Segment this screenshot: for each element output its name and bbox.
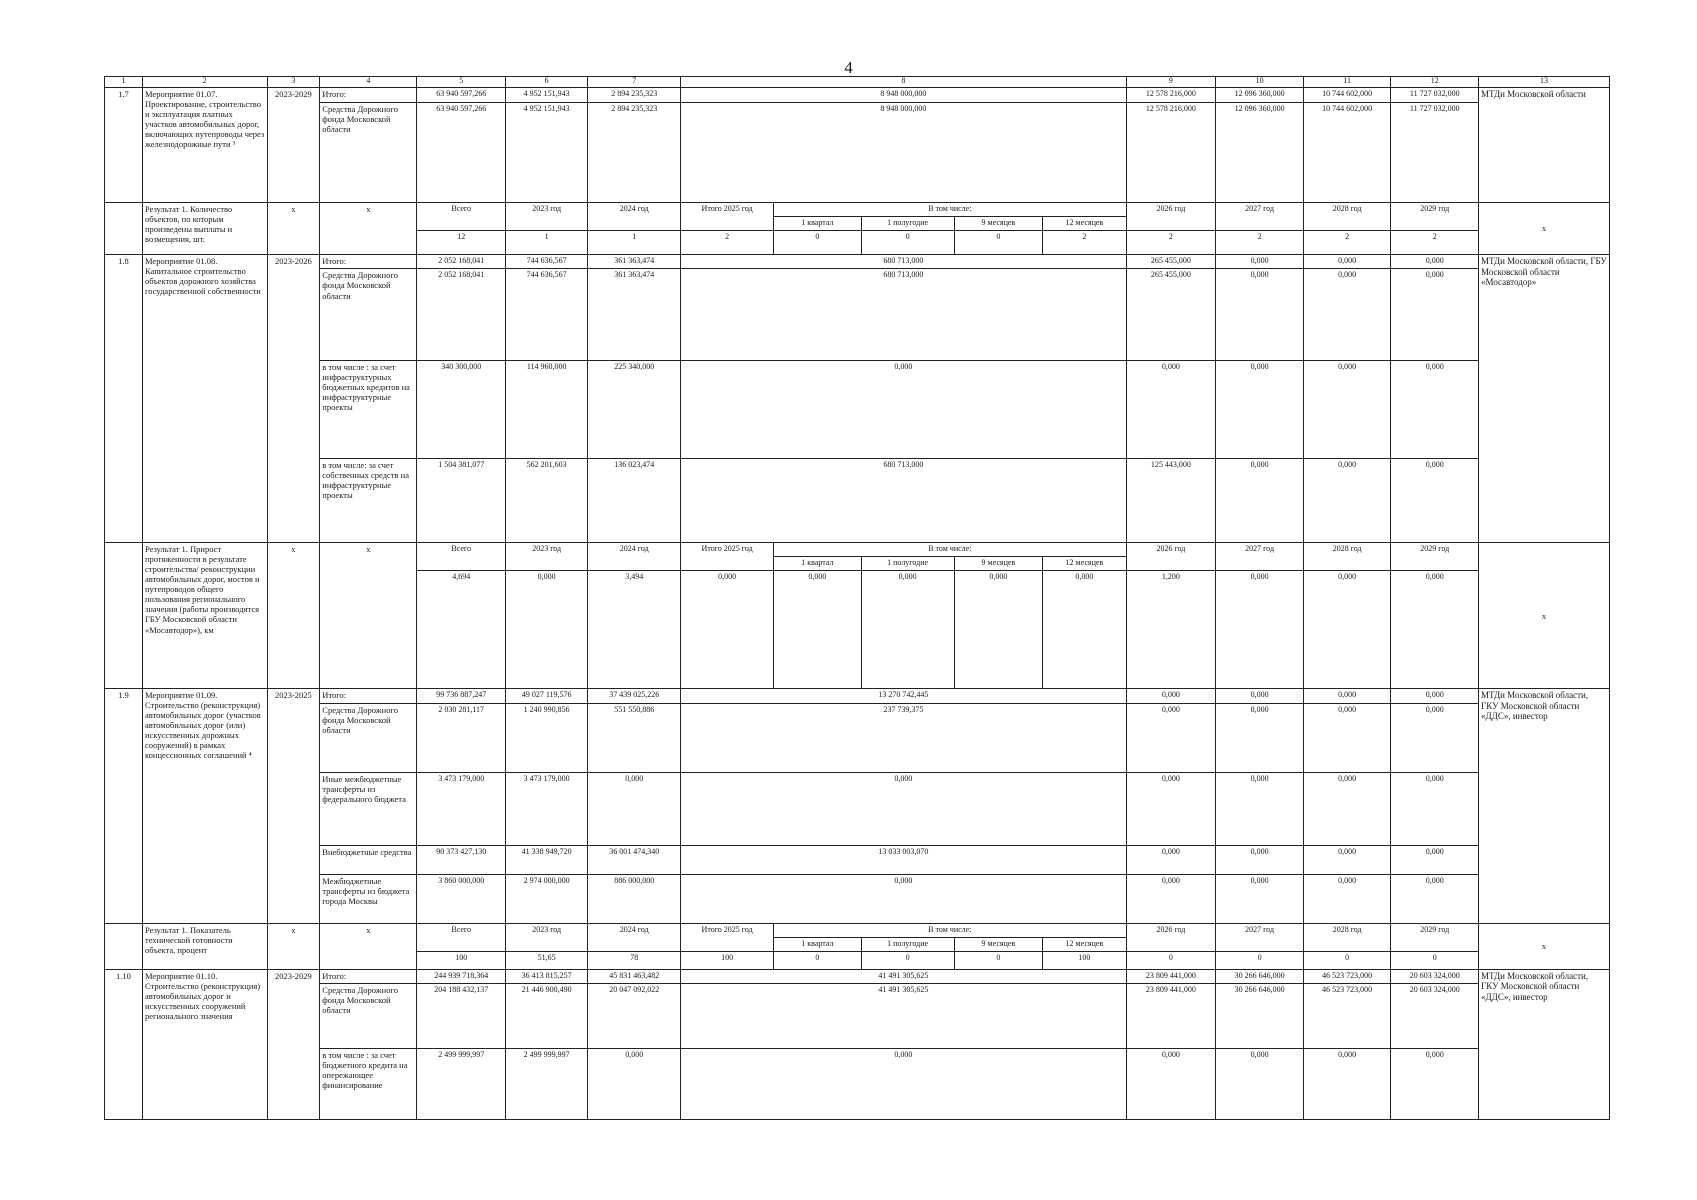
result-value: 0 [1216,951,1304,969]
result-value: 2 [1043,230,1126,254]
row-number: 1.8 [105,254,143,542]
value-cell: 562 201,603 [506,458,588,543]
header-cell: 11 [1303,77,1391,88]
result-value: 51,65 [506,951,588,969]
value-cell: 0,000 [1391,703,1479,772]
quarter-header: 1 полугодие [861,937,954,951]
row-number: 1.7 [105,88,143,203]
table-row [105,703,1610,772]
result-value: 4,694 [417,571,506,689]
x-mark: x [1479,924,1610,970]
value-cell: 244 939 718,364 [417,969,506,983]
value-cell: 2 052 168,041 [417,254,506,268]
value-cell: 45 831 463,482 [588,969,681,983]
value-cell: 49 027 119,576 [506,689,588,703]
year-header: Итого 2025 год [681,924,774,952]
value-cell: 0,000 [681,360,1126,458]
year-header: 2024 год [588,543,681,571]
value-cell: 0,000 [1216,458,1304,543]
year-header: Итого 2025 год [681,202,774,230]
quarter-header: 1 полугодие [861,557,954,571]
value-cell: 41 491 305,625 [681,969,1126,983]
year-header: 2028 год [1303,924,1391,952]
value-cell: 37 439 025,226 [588,689,681,703]
header-cell: 5 [417,77,506,88]
header-cell: 8 [681,77,1126,88]
quarter-header: 12 месяцев [1043,557,1126,571]
value-cell: 23 809 441,000 [1126,983,1216,1048]
measure-name: Мероприятие 01.07. Проектирование, строительство и эксплуатация платных участков автомобильных дорог, включающих путепроводы через железнодорожные пути ³ [142,88,267,203]
value-cell: 1 504 381,077 [417,458,506,543]
result-name: Результат 1. Прирост протяженности в результате строительства/ реконструкции автомобильных дорог, мостов и путепроводов общего пользования регионального значения (работы производятся ГБУ Московской области «Мосавтодор»), км [142,543,267,689]
value-cell: 0,000 [588,772,681,845]
table-row [105,1048,1610,1119]
value-cell: 0,000 [1216,360,1304,458]
result-value: 0,000 [506,571,588,689]
source-label: Итого: [320,689,417,703]
result-name: Результат 1. Показатель технической готовности объекта, процент [142,924,267,970]
value-cell: 0,000 [1391,846,1479,875]
table-row [105,689,1610,703]
result-value: 0 [1126,951,1216,969]
header-cell: 10 [1216,77,1304,88]
value-cell: 680 713,000 [681,458,1126,543]
value-cell: 0,000 [1126,360,1216,458]
result-value: 100 [417,951,506,969]
value-cell: 0,000 [1303,254,1391,268]
source-label: Итого: [320,88,417,102]
value-cell: 4 952 151,943 [506,88,588,102]
result-value: 100 [1043,951,1126,969]
header-cell: 2 [142,77,267,88]
value-cell: 0,000 [1391,772,1479,845]
year-header: 2026 год [1126,543,1216,571]
value-cell: 0,000 [1216,1048,1304,1119]
value-cell: 0,000 [1303,875,1391,924]
value-cell: 204 188 432,137 [417,983,506,1048]
source-label: Внебюджетные средства [320,846,417,875]
year-header: 2029 год [1391,202,1479,230]
value-cell: 0,000 [1391,689,1479,703]
year-header: 2023 год [506,543,588,571]
value-cell: 2 974 000,000 [506,875,588,924]
table-row [105,983,1610,1048]
value-cell: 0,000 [681,1048,1126,1119]
executor: МТДи Московской области [1479,88,1610,203]
value-cell: 0,000 [1391,360,1479,458]
period: 2023-2026 [267,254,320,542]
value-cell: 23 809 441,000 [1126,969,1216,983]
value-cell: 0,000 [1216,703,1304,772]
quarter-header: 1 полугодие [861,216,954,230]
value-cell: 21 446 900,490 [506,983,588,1048]
value-cell: 63 940 597,266 [417,88,506,102]
x-mark: x [267,924,320,970]
value-cell: 0,000 [1126,689,1216,703]
result-value: 2 [681,230,774,254]
row-number: 1.9 [105,689,143,924]
result-value: 78 [588,951,681,969]
value-cell: 0,000 [1126,772,1216,845]
year-header: 2029 год [1391,924,1479,952]
value-cell: 0,000 [681,772,1126,845]
header-row [105,77,1610,88]
year-header: Всего [417,543,506,571]
year-header: 2029 год [1391,543,1479,571]
value-cell: 2 894 235,323 [588,88,681,102]
source-label: Средства Дорожного фонда Московской области [320,269,417,360]
value-cell: 10 744 602,000 [1303,88,1391,102]
result-value: 0 [774,951,862,969]
result-value: 2 [1303,230,1391,254]
value-cell: 551 550,886 [588,703,681,772]
value-cell: 90 373 427,130 [417,846,506,875]
quarter-header: 1 квартал [774,557,862,571]
value-cell: 20 603 324,000 [1391,983,1479,1048]
value-cell: 0,000 [1126,703,1216,772]
value-cell: 0,000 [1216,254,1304,268]
quarter-header: 12 месяцев [1043,937,1126,951]
result-value: 0 [861,951,954,969]
year-header: 2024 год [588,924,681,952]
quarter-header: 9 месяцев [954,216,1043,230]
value-cell: 2 499 999,997 [417,1048,506,1119]
x-mark: x [267,202,320,254]
value-cell: 2 052 168,041 [417,269,506,360]
year-header: Итого 2025 год [681,543,774,571]
header-cell: 12 [1391,77,1479,88]
value-cell: 41 338 949,720 [506,846,588,875]
result-value: 2 [1126,230,1216,254]
value-cell: 0,000 [1303,1048,1391,1119]
value-cell: 0,000 [681,875,1126,924]
year-header: 2028 год [1303,202,1391,230]
header-cell: 3 [267,77,320,88]
source-label: Итого: [320,969,417,983]
year-header: Всего [417,924,506,952]
measure-name: Мероприятие 01.08. Капитальное строительство объектов дорожного хозяйства государственной собственности [142,254,267,542]
source-label: Средства Дорожного фонда Московской области [320,703,417,772]
value-cell: 36 001 474,340 [588,846,681,875]
row-number: 1.10 [105,969,143,1120]
x-mark: x [320,202,417,254]
table-row [105,846,1610,875]
value-cell: 0,000 [1216,846,1304,875]
value-cell: 8 948 000,000 [681,88,1126,102]
result-value: 0 [954,230,1043,254]
year-header: 2027 год [1216,202,1304,230]
table-row [105,360,1610,458]
value-cell: 12 096 360,000 [1216,102,1304,202]
x-mark: x [320,924,417,970]
value-cell: 20 047 092,022 [588,983,681,1048]
value-cell: 0,000 [1391,1048,1479,1119]
value-cell: 886 000,000 [588,875,681,924]
table-row [105,969,1610,983]
value-cell: 99 736 887,247 [417,689,506,703]
value-cell: 114 960,000 [506,360,588,458]
header-cell: 7 [588,77,681,88]
in-total-header: В том числе: [774,924,1126,938]
measure-name: Мероприятие 01.10. Строительство (реконструкция) автомобильных дорог и искусственных сооружений регионального значения [142,969,267,1120]
result-value: 1 [588,230,681,254]
quarter-header: 12 месяцев [1043,216,1126,230]
value-cell: 41 491 305,625 [681,983,1126,1048]
header-cell: 6 [506,77,588,88]
table-row [105,254,1610,268]
value-cell: 8 948 000,000 [681,102,1126,202]
value-cell: 265 455,000 [1126,254,1216,268]
header-cell: 1 [105,77,143,88]
value-cell: 0,000 [1216,772,1304,845]
value-cell: 3 473 179,000 [417,772,506,845]
year-header: 2024 год [588,202,681,230]
year-header: 2026 год [1126,202,1216,230]
value-cell: 12 096 360,000 [1216,88,1304,102]
source-label: Иные межбюджетные трансферты из федерального бюджета [320,772,417,845]
value-cell: 0,000 [1303,458,1391,543]
result-value: 0,000 [681,571,774,689]
year-header: 2023 год [506,202,588,230]
table-row [105,772,1610,845]
value-cell: 340 300,000 [417,360,506,458]
table-row [105,875,1610,924]
source-label: Итого: [320,254,417,268]
result-value: 2 [1216,230,1304,254]
source-label: Межбюджетные трансферты из бюджета города Москвы [320,875,417,924]
table-row [105,543,1610,557]
result-value: 0,000 [1043,571,1126,689]
value-cell: 46 523 723,000 [1303,969,1391,983]
table-row [105,102,1610,202]
result-value: 0,000 [861,571,954,689]
quarter-header: 9 месяцев [954,557,1043,571]
value-cell: 680 713,000 [681,269,1126,360]
table-row [105,202,1610,216]
executor: МТДи Московской области, ГКУ Московской области «ДДС», инвестор [1479,969,1610,1120]
value-cell: 0,000 [1216,269,1304,360]
x-mark: x [320,543,417,689]
source-label: Средства Дорожного фонда Московской области [320,983,417,1048]
value-cell: 680 713,000 [681,254,1126,268]
value-cell: 0,000 [1391,269,1479,360]
year-header: Всего [417,202,506,230]
value-cell: 0,000 [1391,875,1479,924]
value-cell: 12 578 216,000 [1126,102,1216,202]
value-cell: 0,000 [1126,846,1216,875]
result-value: 0 [1303,951,1391,969]
year-header: 2027 год [1216,924,1304,952]
x-mark: x [1479,202,1610,254]
value-cell: 2 030 281,117 [417,703,506,772]
value-cell: 30 266 646,000 [1216,969,1304,983]
value-cell: 10 744 602,000 [1303,102,1391,202]
result-value: 1,200 [1126,571,1216,689]
result-value: 0 [861,230,954,254]
value-cell: 265 455,000 [1126,269,1216,360]
year-header: 2023 год [506,924,588,952]
in-total-header: В том числе: [774,202,1126,216]
result-value: 100 [681,951,774,969]
result-value: 0 [954,951,1043,969]
header-cell: 4 [320,77,417,88]
header-cell: 9 [1126,77,1216,88]
table-row [105,269,1610,360]
executor: МТДи Московской области, ГБУ Московской области «Мосавтодор» [1479,254,1610,542]
value-cell: 13 033 003,070 [681,846,1126,875]
result-value: 3,494 [588,571,681,689]
value-cell: 0,000 [1303,703,1391,772]
quarter-header: 1 квартал [774,216,862,230]
table-row [105,88,1610,102]
value-cell: 1 240 990,856 [506,703,588,772]
source-label: в том числе : за счет инфраструктурных бюджетных кредитов на инфраструктурные проекты [320,360,417,458]
source-label: в том числе: за счет собственных средств на инфраструктурные проекты [320,458,417,543]
value-cell: 0,000 [1303,846,1391,875]
result-value: 0,000 [1303,571,1391,689]
budget-table-sheet [104,76,1610,1120]
value-cell: 744 636,567 [506,269,588,360]
result-name: Результат 1. Количество объектов, по которым произведены выплаты и возмещения, шт. [142,202,267,254]
value-cell: 0,000 [1391,254,1479,268]
year-header: 2027 год [1216,543,1304,571]
result-value: 0,000 [954,571,1043,689]
result-value: 0 [1391,951,1479,969]
value-cell: 11 727 032,000 [1391,102,1479,202]
value-cell: 237 739,375 [681,703,1126,772]
budget-table [104,76,1610,1120]
x-mark: x [1479,543,1610,689]
period: 2023-2029 [267,969,320,1120]
result-value: 1 [506,230,588,254]
page-number: 4 [844,58,853,77]
year-header: 2028 год [1303,543,1391,571]
value-cell: 3 473 179,000 [506,772,588,845]
value-cell: 36 413 815,257 [506,969,588,983]
value-cell: 0,000 [1216,875,1304,924]
table-row [105,458,1610,543]
year-header: 2026 год [1126,924,1216,952]
result-value: 12 [417,230,506,254]
value-cell: 125 443,000 [1126,458,1216,543]
value-cell: 225 340,000 [588,360,681,458]
value-cell: 12 578 216,000 [1126,88,1216,102]
result-value: 0 [774,230,862,254]
value-cell: 744 636,567 [506,254,588,268]
value-cell: 11 727 032,000 [1391,88,1479,102]
value-cell: 0,000 [1216,689,1304,703]
value-cell: 20 603 324,000 [1391,969,1479,983]
value-cell: 0,000 [1303,689,1391,703]
value-cell: 3 860 000,000 [417,875,506,924]
in-total-header: В том числе: [774,543,1126,557]
period: 2023-2029 [267,88,320,203]
value-cell: 361 363,474 [588,269,681,360]
quarter-header: 1 квартал [774,937,862,951]
value-cell: 361 363,474 [588,254,681,268]
x-mark: x [267,543,320,689]
value-cell: 136 023,474 [588,458,681,543]
value-cell: 2 894 235,323 [588,102,681,202]
value-cell: 0,000 [1126,875,1216,924]
result-value: 2 [1391,230,1479,254]
value-cell: 0,000 [1303,269,1391,360]
value-cell: 63 940 597,266 [417,102,506,202]
result-value: 0,000 [1391,571,1479,689]
value-cell: 0,000 [1303,360,1391,458]
table-row [105,924,1610,938]
value-cell: 0,000 [1391,458,1479,543]
value-cell: 46 523 723,000 [1303,983,1391,1048]
result-value: 0,000 [1216,571,1304,689]
value-cell: 0,000 [1126,1048,1216,1119]
measure-name: Мероприятие 01.09. Строительство (реконструкция) автомобильных дорог (участков автомобильных дорог (или) искусственных дорожных сооружений) в рамках концессионных соглашений ⁴ [142,689,267,924]
quarter-header: 9 месяцев [954,937,1043,951]
value-cell: 2 499 999,997 [506,1048,588,1119]
value-cell: 30 266 646,000 [1216,983,1304,1048]
value-cell: 13 270 742,445 [681,689,1126,703]
value-cell: 0,000 [1303,772,1391,845]
result-value: 0,000 [774,571,862,689]
period: 2023-2025 [267,689,320,924]
executor: МТДи Московской области, ГКУ Московской области «ДДС», инвестор [1479,689,1610,924]
header-cell: 13 [1479,77,1610,88]
value-cell: 0,000 [588,1048,681,1119]
source-label: Средства Дорожного фонда Московской области [320,102,417,202]
source-label: в том числе : за счет бюджетного кредита на опережающее финансирование [320,1048,417,1119]
value-cell: 4 952 151,943 [506,102,588,202]
